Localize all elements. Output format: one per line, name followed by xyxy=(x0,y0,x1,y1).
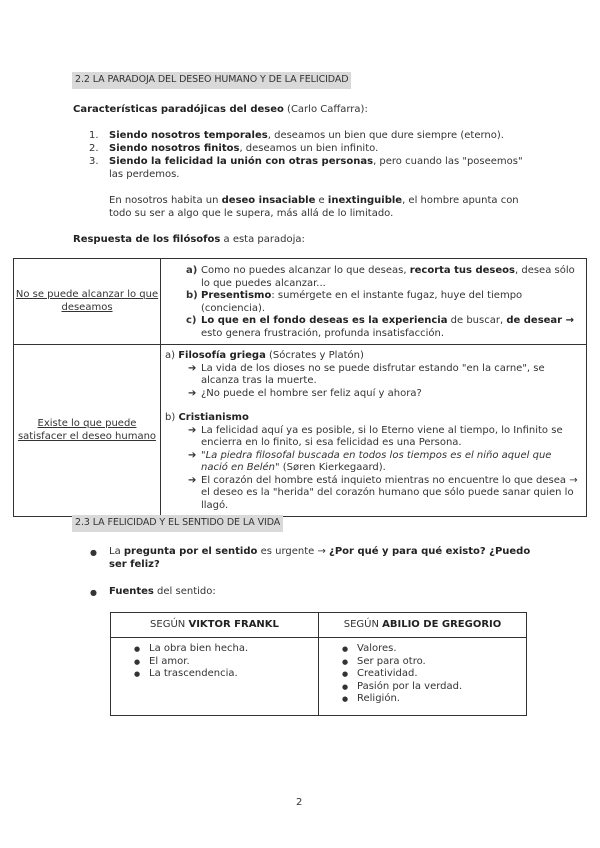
characteristics-title: Características paradójicas del deseo (Carlo Caffarra): xyxy=(73,104,368,115)
philosophers-answer: Respuesta de los filósofos a esta paradoja: xyxy=(73,234,305,245)
column-header: SEGÚN ABILIO DE GREGORIO xyxy=(319,613,527,638)
list-number: 1. xyxy=(89,130,99,141)
list-item: Siendo la felicidad la unión con otras personas, pero cuando las "poseemos" xyxy=(109,156,523,167)
list-item: Siendo nosotros finitos, deseamos un bien infinito. xyxy=(109,143,379,154)
list-item: ● Valores. xyxy=(319,643,522,656)
list-item: ➔ ¿No puede el hombre ser feliz aquí y ahora? xyxy=(188,387,422,399)
list-item: Siendo nosotros temporales, deseamos un bien que dure siempre (eterno). xyxy=(109,130,504,141)
list-item: ➔ La vida de los dioses no se puede disfrutar estando "en la carne", se alcanza tras la muerte. xyxy=(188,362,545,386)
section-heading-2-2: 2.2 LA PARADOJA DEL DESEO HUMANO Y DE LA FELICIDAD xyxy=(72,72,351,89)
list-number: 3. xyxy=(89,156,99,167)
bullet-icon: ● xyxy=(90,548,97,557)
column-header: SEGÚN VIKTOR FRANKL xyxy=(111,613,319,638)
arrow-right-icon: ➔ xyxy=(188,449,197,461)
meaning-question-line2: ser feliz? xyxy=(109,559,160,570)
bullet-icon: ● xyxy=(90,588,97,597)
list-item: a) Como no puedes alcanzar lo que deseas, recorta tus deseos, desea sólo lo que puedes alcanzar... xyxy=(186,265,575,289)
philosophers-table xyxy=(13,258,587,517)
list-item-continuation: las perdemos. xyxy=(109,169,180,180)
table-header-row xyxy=(111,613,527,638)
list-item: ● Ser para otro. xyxy=(319,656,522,669)
greek-philosophy-heading: a) Filosofía griega (Sócrates y Platón) xyxy=(165,350,364,361)
list-item: ➔ "La piedra filosofal buscada en todos los tiempos es el niño aquel que nació en Belén" (Søren Kierkegaard). xyxy=(188,449,552,473)
arrow-right-icon: ➔ xyxy=(188,474,197,486)
row-content xyxy=(161,259,587,345)
list-item: ● Pasión por la verdad. xyxy=(319,681,522,694)
gregorio-sources xyxy=(319,638,527,716)
meaning-question: La pregunta por el sentido es urgente → ¿Por qué y para qué existo? ¿Puedo xyxy=(109,546,531,557)
list-item: ➔ El corazón del hombre está inquieto mientras no encuentre lo que desea → el deseo es la "herida" del corazón humano que sólo puede sanar quien lo llagó. xyxy=(188,474,578,511)
table-row xyxy=(14,259,587,345)
list-item: ● Creatividad. xyxy=(319,668,522,681)
christianity-heading: b) Cristianismo xyxy=(165,412,249,423)
frankl-sources xyxy=(111,638,319,716)
desire-paragraph: En nosotros habita un deseo insaciable e inextinguible, el hombre apunta con xyxy=(109,195,519,206)
sources-table xyxy=(110,612,527,716)
arrow-right-icon: ➔ xyxy=(188,362,197,374)
list-item: ● La trascendencia. xyxy=(111,668,314,681)
row-content xyxy=(161,345,587,517)
list-item: c) Lo que en el fondo deseas es la experiencia de buscar, de desear → esto genera frustración, profunda insatisfacción. xyxy=(186,315,574,339)
desire-paragraph-line2: todo su ser a algo que le supera, más allá de lo limitado. xyxy=(109,208,394,219)
list-item: ● La obra bien hecha. xyxy=(111,643,314,656)
page-number: 2 xyxy=(296,797,303,808)
row-label: No se puede alcanzar lo que deseamos xyxy=(14,259,161,345)
list-item: ➔ La felicidad aquí ya es posible, si lo Eterno viene al tiempo, lo Infinito se encierra en lo finito, si esa felicidad es una Persona. xyxy=(188,424,563,448)
list-item: b) Presentismo: sumérgete en el instante fugaz, huye del tiempo (conciencia). xyxy=(186,290,523,314)
section-heading-2-3: 2.3 LA FELICIDAD Y EL SENTIDO DE LA VIDA xyxy=(72,515,283,532)
table-row xyxy=(111,638,527,716)
list-item: ● Religión. xyxy=(319,693,522,706)
arrow-right-icon: ➔ xyxy=(188,424,197,436)
row-label: Existe lo que puede satisfacer el deseo humano xyxy=(14,345,161,517)
arrow-right-icon: ➔ xyxy=(188,387,197,399)
meaning-sources: Fuentes del sentido: xyxy=(109,586,216,597)
list-number: 2. xyxy=(89,143,99,154)
table-row xyxy=(14,345,587,517)
list-item: ● El amor. xyxy=(111,656,314,669)
